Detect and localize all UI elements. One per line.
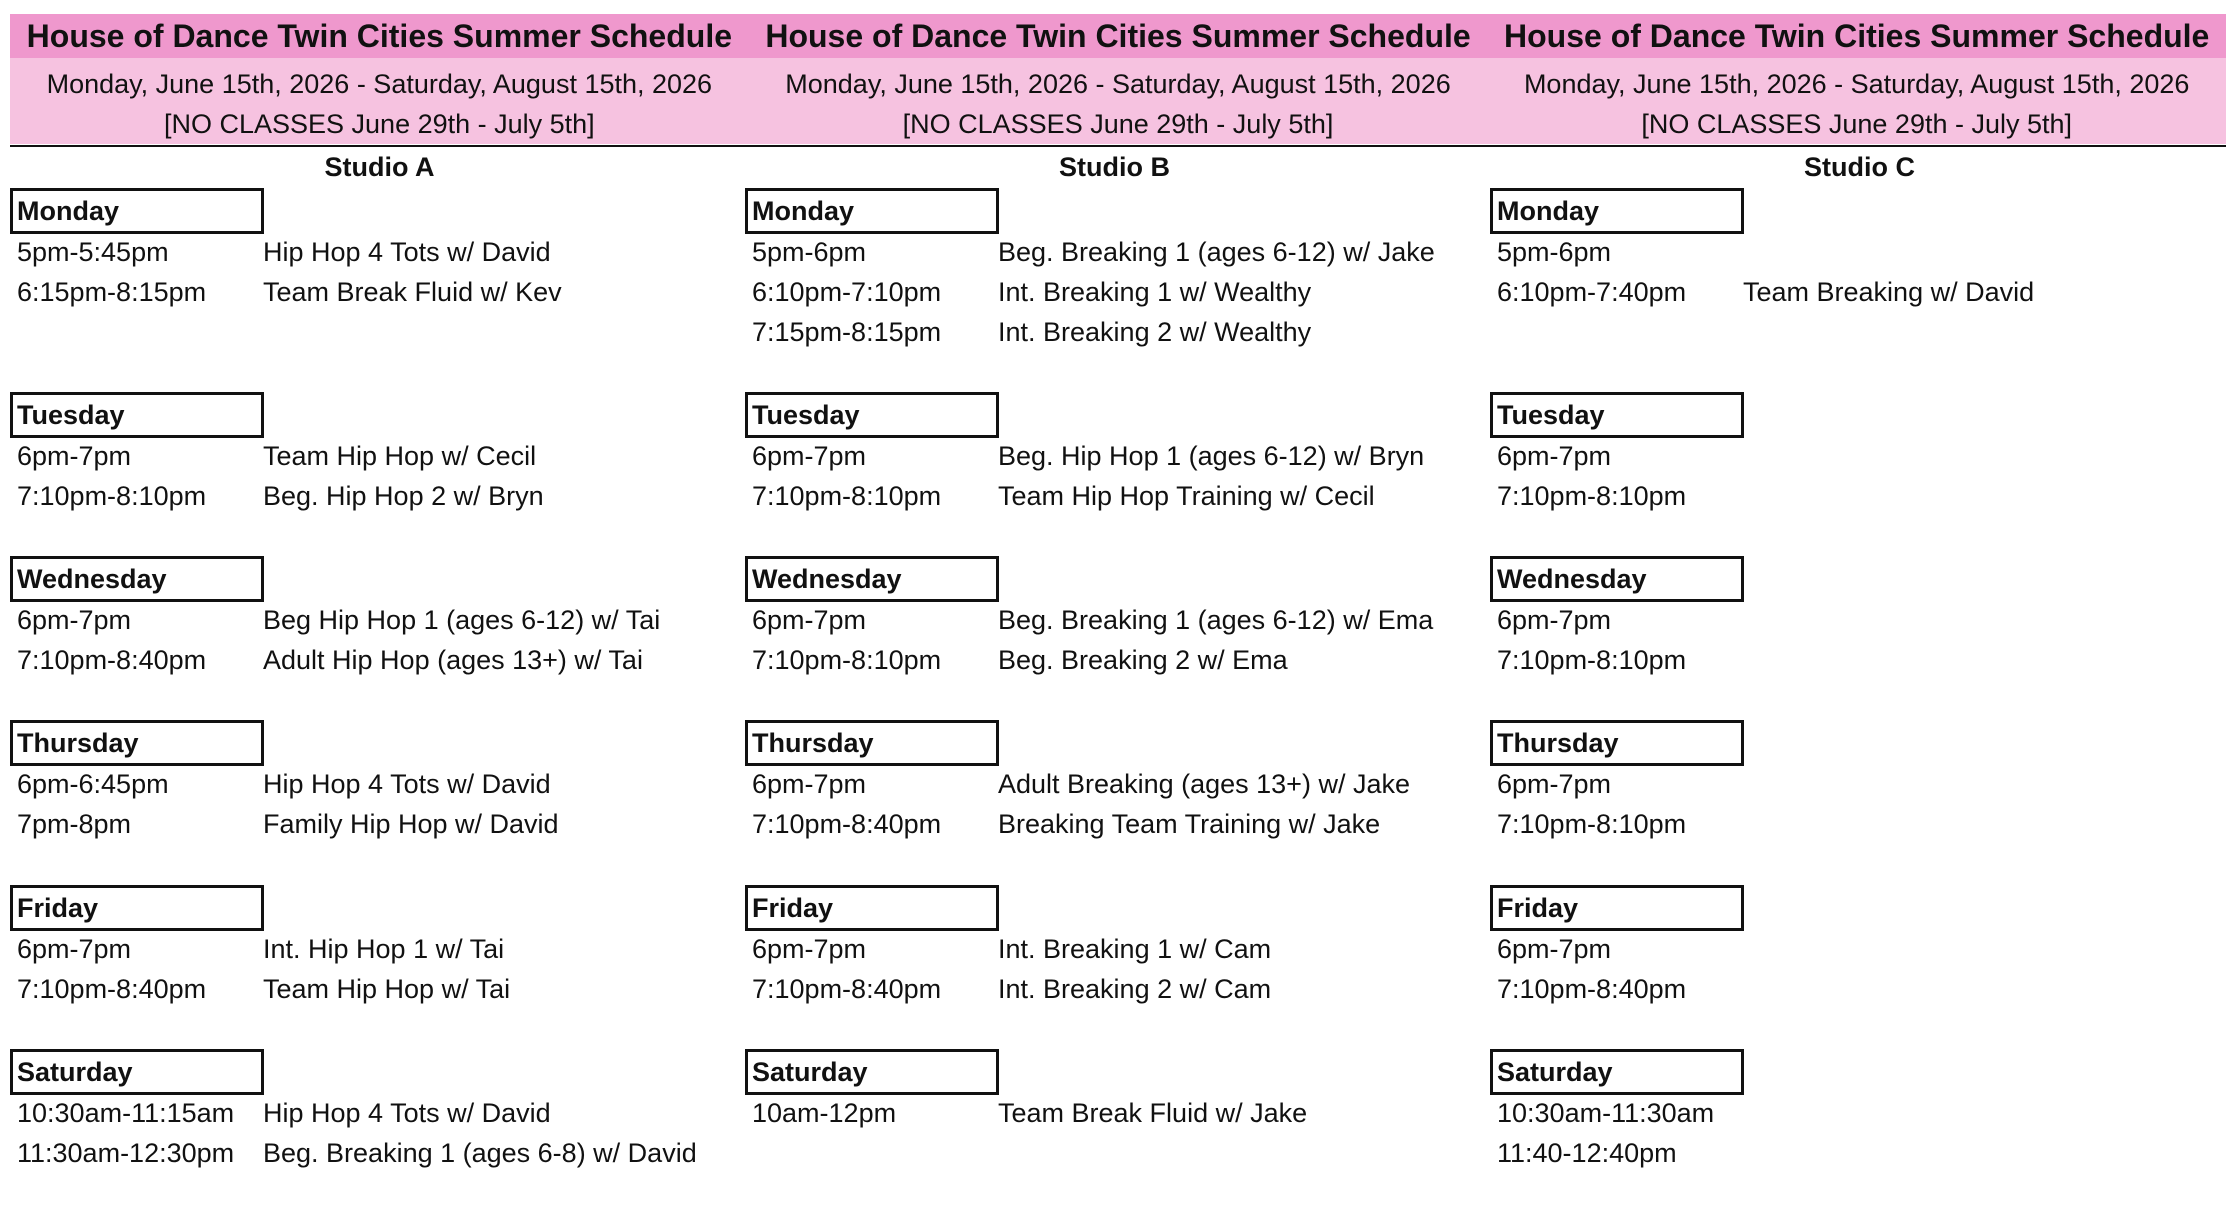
class-row xyxy=(752,600,1433,640)
header-divider xyxy=(10,145,2226,147)
class-row xyxy=(1497,1093,1743,1133)
class-row xyxy=(17,804,559,844)
class-row xyxy=(752,640,1288,680)
day-label: Thursday xyxy=(745,720,999,766)
studio-column xyxy=(1490,150,2229,1168)
class-time: 6pm-7pm xyxy=(17,934,132,964)
class-name: Family Hip Hop w/ David xyxy=(263,809,559,839)
schedule-dates-box xyxy=(749,58,1488,144)
class-row xyxy=(1497,232,1743,272)
studio-column xyxy=(745,150,1484,1128)
day-label: Monday xyxy=(745,188,999,234)
day-label: Wednesday xyxy=(1490,556,1744,602)
class-time: 6:15pm-8:15pm xyxy=(17,277,207,307)
day-label: Friday xyxy=(1490,885,1744,931)
class-name: Team Hip Hop Training w/ Cecil xyxy=(998,481,1375,511)
class-row xyxy=(1497,476,1743,516)
class-time: 7:10pm-8:40pm xyxy=(752,809,942,839)
class-time: 7:10pm-8:10pm xyxy=(1497,481,1687,511)
class-name: Int. Breaking 1 w/ Cam xyxy=(998,934,1272,964)
class-row xyxy=(1497,436,1743,476)
class-name: Int. Breaking 2 w/ Cam xyxy=(998,974,1272,1004)
class-time: 6pm-7pm xyxy=(1497,605,1612,635)
header-col-b xyxy=(749,14,1488,144)
class-name: Beg Hip Hop 1 (ages 6-12) w/ Tai xyxy=(263,605,661,635)
class-row xyxy=(17,1093,551,1133)
schedule-note: [NO CLASSES June 29th - July 5th] xyxy=(163,109,595,139)
schedule-dates-box xyxy=(1487,58,2226,144)
schedule-header xyxy=(10,14,2226,144)
day-label: Wednesday xyxy=(745,556,999,602)
schedule-dates-box xyxy=(10,58,749,144)
class-name: Adult Breaking (ages 13+) w/ Jake xyxy=(998,769,1410,799)
schedule-title: House of Dance Twin Cities Summer Schedule xyxy=(1487,14,2226,58)
class-time: 10am-12pm xyxy=(752,1098,897,1128)
class-time: 6pm-7pm xyxy=(17,441,132,471)
class-name: Beg. Breaking 1 (ages 6-12) w/ Ema xyxy=(998,605,1434,635)
class-row xyxy=(752,969,1271,1009)
class-time: 6pm-6:45pm xyxy=(17,769,169,799)
schedule-title: House of Dance Twin Cities Summer Schedule xyxy=(749,14,1488,58)
class-row xyxy=(1497,640,1743,680)
day-label: Saturday xyxy=(745,1049,999,1095)
studio-name: Studio B xyxy=(1059,152,1170,182)
class-row xyxy=(17,232,551,272)
class-row xyxy=(1497,764,1743,804)
class-time: 6pm-7pm xyxy=(752,769,867,799)
class-row xyxy=(17,764,551,804)
class-name: Team Hip Hop w/ Cecil xyxy=(263,441,537,471)
header-col-a xyxy=(10,14,749,144)
day-label: Monday xyxy=(1490,188,1744,234)
day-label: Friday xyxy=(10,885,264,931)
class-name: Beg. Breaking 1 (ages 6-8) w/ David xyxy=(263,1138,697,1168)
class-name: Beg. Hip Hop 1 (ages 6-12) w/ Bryn xyxy=(998,441,1425,471)
day-label: Saturday xyxy=(1490,1049,1744,1095)
class-name: Beg. Breaking 1 (ages 6-12) w/ Jake xyxy=(998,237,1435,267)
class-row xyxy=(752,804,1380,844)
studio-name: Studio A xyxy=(324,152,435,182)
class-time: 7:10pm-8:10pm xyxy=(1497,809,1687,839)
class-time: 6pm-7pm xyxy=(752,934,867,964)
class-time: 7:10pm-8:10pm xyxy=(752,645,942,675)
class-row xyxy=(1497,600,1743,640)
class-name: Beg. Breaking 2 w/ Ema xyxy=(998,645,1288,675)
class-time: 6:10pm-7:40pm xyxy=(1497,277,1687,307)
class-name: Beg. Hip Hop 2 w/ Bryn xyxy=(263,481,544,511)
class-time: 11:40-12:40pm xyxy=(1497,1138,1677,1168)
class-time: 6pm-7pm xyxy=(752,605,867,635)
class-row xyxy=(17,436,536,476)
class-row xyxy=(1497,929,1743,969)
class-row xyxy=(1497,1133,1743,1173)
class-time: 10:30am-11:30am xyxy=(1497,1098,1715,1128)
class-row xyxy=(17,600,660,640)
class-name: Int. Breaking 2 w/ Wealthy xyxy=(998,317,1312,347)
class-time: 6pm-7pm xyxy=(752,441,867,471)
class-row xyxy=(17,969,510,1009)
class-time: 6:10pm-7:10pm xyxy=(752,277,942,307)
class-row xyxy=(752,272,1311,312)
day-label: Tuesday xyxy=(10,392,264,438)
class-row xyxy=(17,272,562,312)
class-name: Adult Hip Hop (ages 13+) w/ Tai xyxy=(263,645,643,675)
class-time: 7pm-8pm xyxy=(17,809,132,839)
schedule-note: [NO CLASSES June 29th - July 5th] xyxy=(902,109,1334,139)
class-name: Int. Breaking 1 w/ Wealthy xyxy=(998,277,1312,307)
day-label: Tuesday xyxy=(745,392,999,438)
class-name: Team Break Fluid w/ Kev xyxy=(263,277,562,307)
class-row xyxy=(17,1133,697,1173)
class-time: 10:30am-11:15am xyxy=(17,1098,235,1128)
class-name: Hip Hop 4 Tots w/ David xyxy=(263,769,551,799)
studio-name: Studio C xyxy=(1804,152,1915,182)
class-name: Team Break Fluid w/ Jake xyxy=(998,1098,1308,1128)
day-label: Friday xyxy=(745,885,999,931)
class-row xyxy=(752,764,1410,804)
class-name: Int. Hip Hop 1 w/ Tai xyxy=(263,934,505,964)
class-time: 7:10pm-8:40pm xyxy=(1497,974,1687,1004)
class-time: 5pm-6pm xyxy=(1497,237,1612,267)
class-time: 7:10pm-8:40pm xyxy=(17,645,207,675)
class-row xyxy=(1497,804,1743,844)
class-time: 7:10pm-8:10pm xyxy=(17,481,207,511)
day-label: Saturday xyxy=(10,1049,264,1095)
day-label: Tuesday xyxy=(1490,392,1744,438)
class-row xyxy=(17,640,643,680)
schedule-dates: Monday, June 15th, 2026 - Saturday, August 15th, 2026 xyxy=(1523,69,2190,99)
class-time: 6pm-7pm xyxy=(1497,441,1612,471)
class-time: 6pm-7pm xyxy=(1497,769,1612,799)
class-time: 7:10pm-8:10pm xyxy=(752,481,942,511)
class-row xyxy=(752,312,1311,352)
header-col-c xyxy=(1487,14,2226,144)
class-row xyxy=(1497,969,1743,1009)
class-row xyxy=(752,476,1375,516)
schedule-dates: Monday, June 15th, 2026 - Saturday, August 15th, 2026 xyxy=(785,69,1451,99)
class-name: Team Breaking w/ David xyxy=(1743,277,2035,307)
class-time: 7:10pm-8:40pm xyxy=(17,974,207,1004)
class-time: 5pm-6pm xyxy=(752,237,867,267)
class-time: 6pm-7pm xyxy=(17,605,132,635)
class-name: Hip Hop 4 Tots w/ David xyxy=(263,1098,551,1128)
class-name: Team Hip Hop w/ Tai xyxy=(263,974,511,1004)
class-row xyxy=(752,436,1424,476)
class-row xyxy=(752,1093,1307,1133)
class-row xyxy=(17,476,544,516)
schedule-dates: Monday, June 15th, 2026 - Saturday, August 15th, 2026 xyxy=(46,69,713,99)
class-row xyxy=(1497,272,2034,312)
day-label: Monday xyxy=(10,188,264,234)
class-row xyxy=(752,929,1271,969)
day-label: Wednesday xyxy=(10,556,264,602)
class-time: 6pm-7pm xyxy=(1497,934,1612,964)
studio-column xyxy=(10,150,749,1168)
class-time: 7:15pm-8:15pm xyxy=(752,317,942,347)
class-row xyxy=(752,232,1435,272)
class-row xyxy=(17,929,504,969)
day-label: Thursday xyxy=(10,720,264,766)
schedule-note: [NO CLASSES June 29th - July 5th] xyxy=(1641,109,2073,139)
day-label: Thursday xyxy=(1490,720,1744,766)
class-time: 11:30am-12:30pm xyxy=(17,1138,235,1168)
class-time: 7:10pm-8:40pm xyxy=(752,974,942,1004)
schedule-title: House of Dance Twin Cities Summer Schedule xyxy=(10,14,749,58)
class-name: Breaking Team Training w/ Jake xyxy=(998,809,1381,839)
class-name: Hip Hop 4 Tots w/ David xyxy=(263,237,551,267)
class-time: 7:10pm-8:10pm xyxy=(1497,645,1687,675)
class-time: 5pm-5:45pm xyxy=(17,237,169,267)
